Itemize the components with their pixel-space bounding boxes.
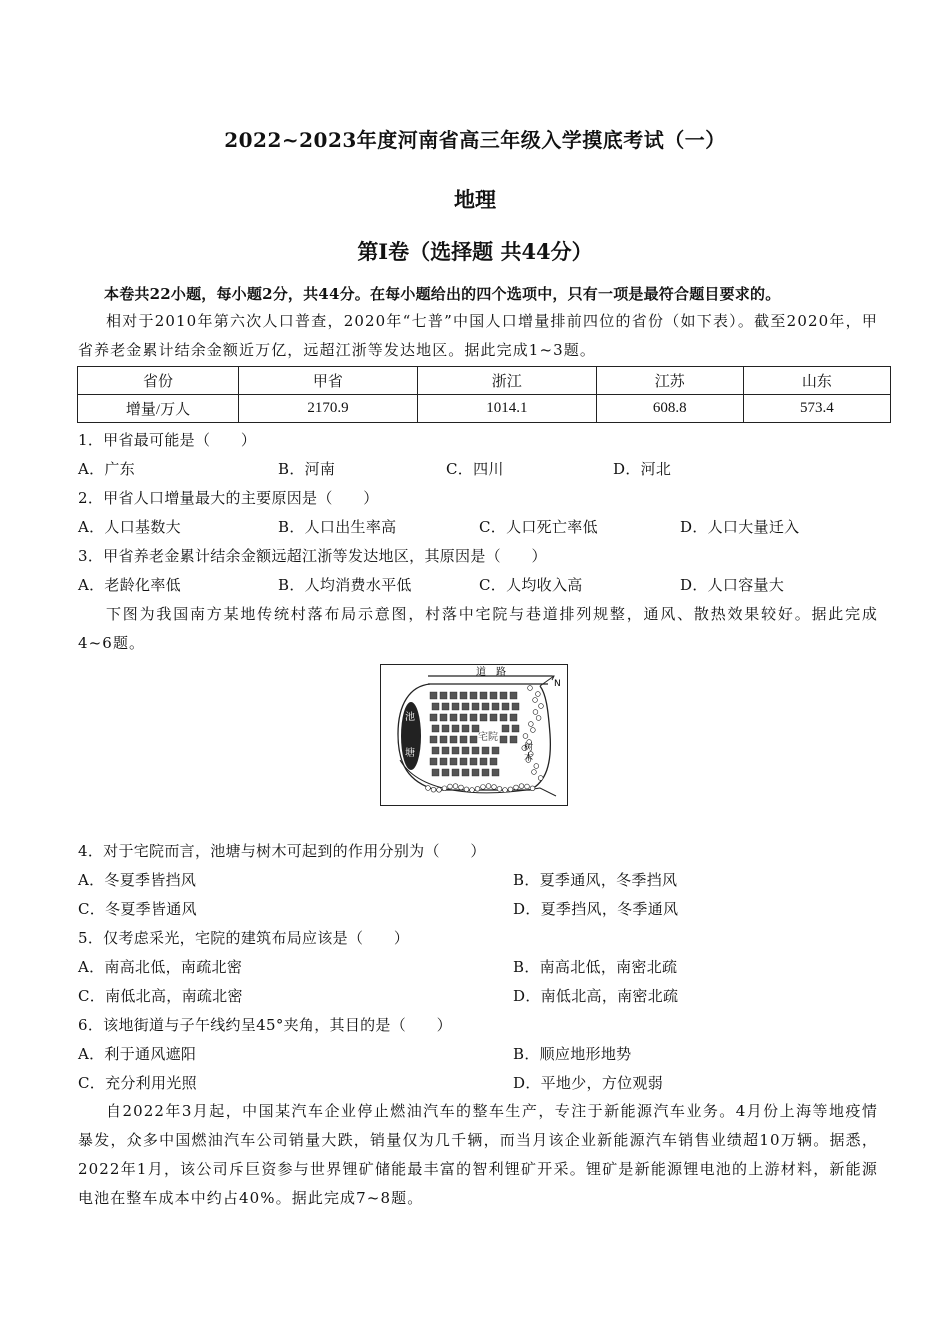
house-block bbox=[440, 758, 447, 765]
table-cell: 山东 bbox=[743, 367, 890, 395]
option: A．南高北低，南疏北密 bbox=[78, 958, 243, 976]
option: D．河北 bbox=[613, 460, 672, 478]
table-header-row bbox=[78, 367, 891, 395]
tree-mark bbox=[528, 722, 533, 727]
house-block bbox=[452, 769, 459, 776]
table-cell: 1014.1 bbox=[417, 395, 596, 423]
tree-mark bbox=[519, 784, 524, 789]
option: C．四川 bbox=[446, 460, 504, 478]
house-block bbox=[480, 714, 487, 721]
table-cell: 江苏 bbox=[596, 367, 743, 395]
house-block bbox=[450, 714, 457, 721]
table-row bbox=[78, 395, 891, 423]
house-block bbox=[460, 758, 467, 765]
question-5: 5．仅考虑采光，宅院的建筑布局应该是（ ） bbox=[78, 929, 410, 947]
house-block bbox=[502, 725, 509, 732]
house-block bbox=[470, 736, 477, 743]
tree-mark bbox=[481, 785, 486, 790]
house-block bbox=[500, 714, 507, 721]
house-block bbox=[450, 692, 457, 699]
house-block bbox=[462, 703, 469, 710]
tree-mark bbox=[533, 698, 538, 703]
tree-mark bbox=[530, 786, 535, 791]
courtyard-label: 宅院 bbox=[478, 732, 498, 743]
option: C．南低北高，南疏北密 bbox=[78, 987, 243, 1005]
pond-label-top: 池 bbox=[405, 712, 415, 723]
house-block bbox=[472, 747, 479, 754]
population-table bbox=[77, 366, 891, 423]
tree-mark bbox=[437, 787, 442, 792]
tree-mark bbox=[486, 784, 491, 789]
house-block bbox=[510, 736, 517, 743]
tree-mark bbox=[514, 785, 519, 790]
tree-mark bbox=[459, 785, 464, 790]
option: D．平地少，方位观弱 bbox=[513, 1074, 664, 1092]
option: B．夏季通风，冬季挡风 bbox=[513, 871, 678, 889]
house-block bbox=[470, 714, 477, 721]
option: B．顺应地形地势 bbox=[513, 1045, 632, 1063]
tree-mark bbox=[497, 786, 502, 791]
option: A．人口基数大 bbox=[78, 518, 181, 536]
option: C．冬夏季皆通风 bbox=[78, 900, 197, 918]
house-block bbox=[512, 725, 519, 732]
house-block bbox=[492, 703, 499, 710]
tree-mark bbox=[530, 728, 535, 733]
tree-mark bbox=[448, 784, 453, 789]
north-label: N bbox=[554, 679, 561, 689]
question-3: 3．甲省养老金累计结余金额远超江浙等发达地区，其原因是（ ） bbox=[78, 547, 547, 565]
table-cell: 增量/万人 bbox=[78, 395, 239, 423]
option: D．南低北高，南密北疏 bbox=[513, 987, 679, 1005]
house-block bbox=[432, 769, 439, 776]
house-block bbox=[490, 714, 497, 721]
tree-mark bbox=[431, 787, 436, 792]
tree-mark bbox=[475, 786, 480, 791]
option: B．人口出生率高 bbox=[278, 518, 397, 536]
house-block bbox=[442, 703, 449, 710]
option: B．人均消费水平低 bbox=[278, 576, 412, 594]
table-cell: 浙江 bbox=[417, 367, 596, 395]
house-block bbox=[432, 725, 439, 732]
house-block bbox=[430, 692, 437, 699]
tree-mark bbox=[523, 734, 528, 739]
house-block bbox=[452, 703, 459, 710]
tree-mark bbox=[470, 788, 475, 793]
house-block bbox=[480, 758, 487, 765]
tree-mark bbox=[536, 716, 541, 721]
house-block bbox=[482, 769, 489, 776]
house-block bbox=[482, 747, 489, 754]
house-block bbox=[442, 725, 449, 732]
option: D．人口容量大 bbox=[680, 576, 785, 594]
house-block bbox=[470, 692, 477, 699]
house-block bbox=[472, 769, 479, 776]
table-cell: 2170.9 bbox=[239, 395, 418, 423]
tree-mark bbox=[492, 785, 497, 790]
village-layout-figure bbox=[380, 664, 568, 806]
house-block bbox=[492, 769, 499, 776]
tree-mark bbox=[535, 692, 540, 697]
house-block bbox=[490, 692, 497, 699]
tree-mark bbox=[525, 784, 530, 789]
question-4: 4．对于宅院而言，池塘与树木可起到的作用分别为（ ） bbox=[78, 842, 486, 860]
house-block bbox=[432, 703, 439, 710]
road-label: 道 路 bbox=[476, 667, 506, 678]
house-block bbox=[430, 714, 437, 721]
house-block bbox=[430, 736, 437, 743]
option: D．夏季挡风，冬季通风 bbox=[513, 900, 679, 918]
house-block bbox=[500, 692, 507, 699]
pond-label-bottom: 塘 bbox=[405, 748, 415, 759]
option: D．人口大量迁入 bbox=[680, 518, 800, 536]
passage-2: 下图为我国南方某地传统村落布局示意图，村落中宅院与巷道排列规整，通风、散热效果较好。据此完成4~6题。 bbox=[78, 605, 878, 652]
option: B．河南 bbox=[278, 460, 336, 478]
subject-title: 地理 bbox=[454, 187, 496, 212]
table-cell: 608.8 bbox=[596, 395, 743, 423]
house-block bbox=[440, 692, 447, 699]
tree-mark bbox=[453, 784, 458, 789]
house-block bbox=[462, 747, 469, 754]
house-block bbox=[460, 714, 467, 721]
house-block bbox=[470, 758, 477, 765]
table-cell: 甲省 bbox=[239, 367, 418, 395]
house-block bbox=[512, 703, 519, 710]
question-1: 1．甲省最可能是（ ） bbox=[78, 431, 257, 449]
house-block bbox=[510, 692, 517, 699]
house-block bbox=[430, 758, 437, 765]
tree-mark bbox=[464, 787, 469, 792]
house-block bbox=[490, 758, 497, 765]
tree-mark bbox=[538, 776, 543, 781]
house-block bbox=[450, 736, 457, 743]
tree-mark bbox=[442, 786, 447, 791]
tree-mark bbox=[533, 710, 538, 715]
question-2: 2．甲省人口增量最大的主要原因是（ ） bbox=[78, 489, 379, 507]
house-block bbox=[432, 747, 439, 754]
house-block bbox=[502, 703, 509, 710]
tree-mark bbox=[534, 764, 539, 769]
option: A．老龄化率低 bbox=[78, 576, 181, 594]
option: A．利于通风遮阳 bbox=[78, 1045, 197, 1063]
option: C．人均收入高 bbox=[479, 576, 583, 594]
house-block bbox=[442, 769, 449, 776]
house-block bbox=[500, 736, 507, 743]
house-block bbox=[452, 747, 459, 754]
option: A．冬夏季皆挡风 bbox=[78, 871, 197, 889]
tree-mark bbox=[539, 704, 544, 709]
house-block bbox=[452, 725, 459, 732]
tree-mark bbox=[508, 787, 513, 792]
option: C．充分利用光照 bbox=[78, 1074, 197, 1092]
house-block bbox=[440, 736, 447, 743]
house-block bbox=[482, 703, 489, 710]
tree-label-bottom: 木 bbox=[524, 753, 534, 763]
option: A．广东 bbox=[78, 460, 136, 478]
house-block bbox=[440, 714, 447, 721]
house-block bbox=[462, 769, 469, 776]
house-block bbox=[510, 714, 517, 721]
house-block bbox=[460, 736, 467, 743]
instructions: 本卷共22小题，每小题2分，共44分。在每小题给出的四个选项中，只有一项是最符合题目要求的。 bbox=[104, 285, 781, 303]
option: C．人口死亡率低 bbox=[479, 518, 598, 536]
house-block bbox=[472, 703, 479, 710]
house-block bbox=[492, 747, 499, 754]
section-title: 第Ⅰ卷（选择题 共44分） bbox=[357, 239, 593, 264]
question-6: 6．该地街道与子午线约呈45°夹角，其目的是（ ） bbox=[78, 1016, 452, 1034]
tree-mark bbox=[426, 786, 431, 791]
passage-1: 相对于2010年第六次人口普查，2020年“七普”中国人口增量排前四位的省份（如下表）。截至2020年，甲省养老金累计结余金额近万亿，远超江浙等发达地区。据此完成1~3题。 bbox=[78, 312, 878, 359]
table-cell: 省份 bbox=[78, 367, 239, 395]
house-block bbox=[460, 692, 467, 699]
table-cell: 573.4 bbox=[743, 395, 890, 423]
house-block bbox=[450, 758, 457, 765]
tree-mark bbox=[503, 788, 508, 793]
house-block bbox=[442, 747, 449, 754]
tree-label-top: 树 bbox=[524, 743, 534, 753]
option: B．南高北低，南密北疏 bbox=[513, 958, 678, 976]
house-block bbox=[472, 725, 479, 732]
exam-title: 2022~2023年度河南省高三年级入学摸底考试（一） bbox=[224, 128, 726, 152]
house-block bbox=[462, 725, 469, 732]
house-block bbox=[480, 692, 487, 699]
passage-3: 自2022年3月起，中国某汽车企业停止燃油汽车的整车生产，专注于新能源汽车业务。4月份上海等地疫情暴发，众多中国燃油汽车公司销量大跌，销量仅为几千辆，而当月该企业新能源汽车销售业绩超10万辆。据悉，2022年1月，该公司斥巨资参与世界锂矿储能最丰富的智利锂矿开采。锂矿是新能源锂电池的上游材料，新能源电池在整车成本中约占40%。据此完成7~8题。 bbox=[78, 1102, 878, 1207]
tree-mark bbox=[532, 770, 537, 775]
tree-mark bbox=[528, 686, 533, 691]
